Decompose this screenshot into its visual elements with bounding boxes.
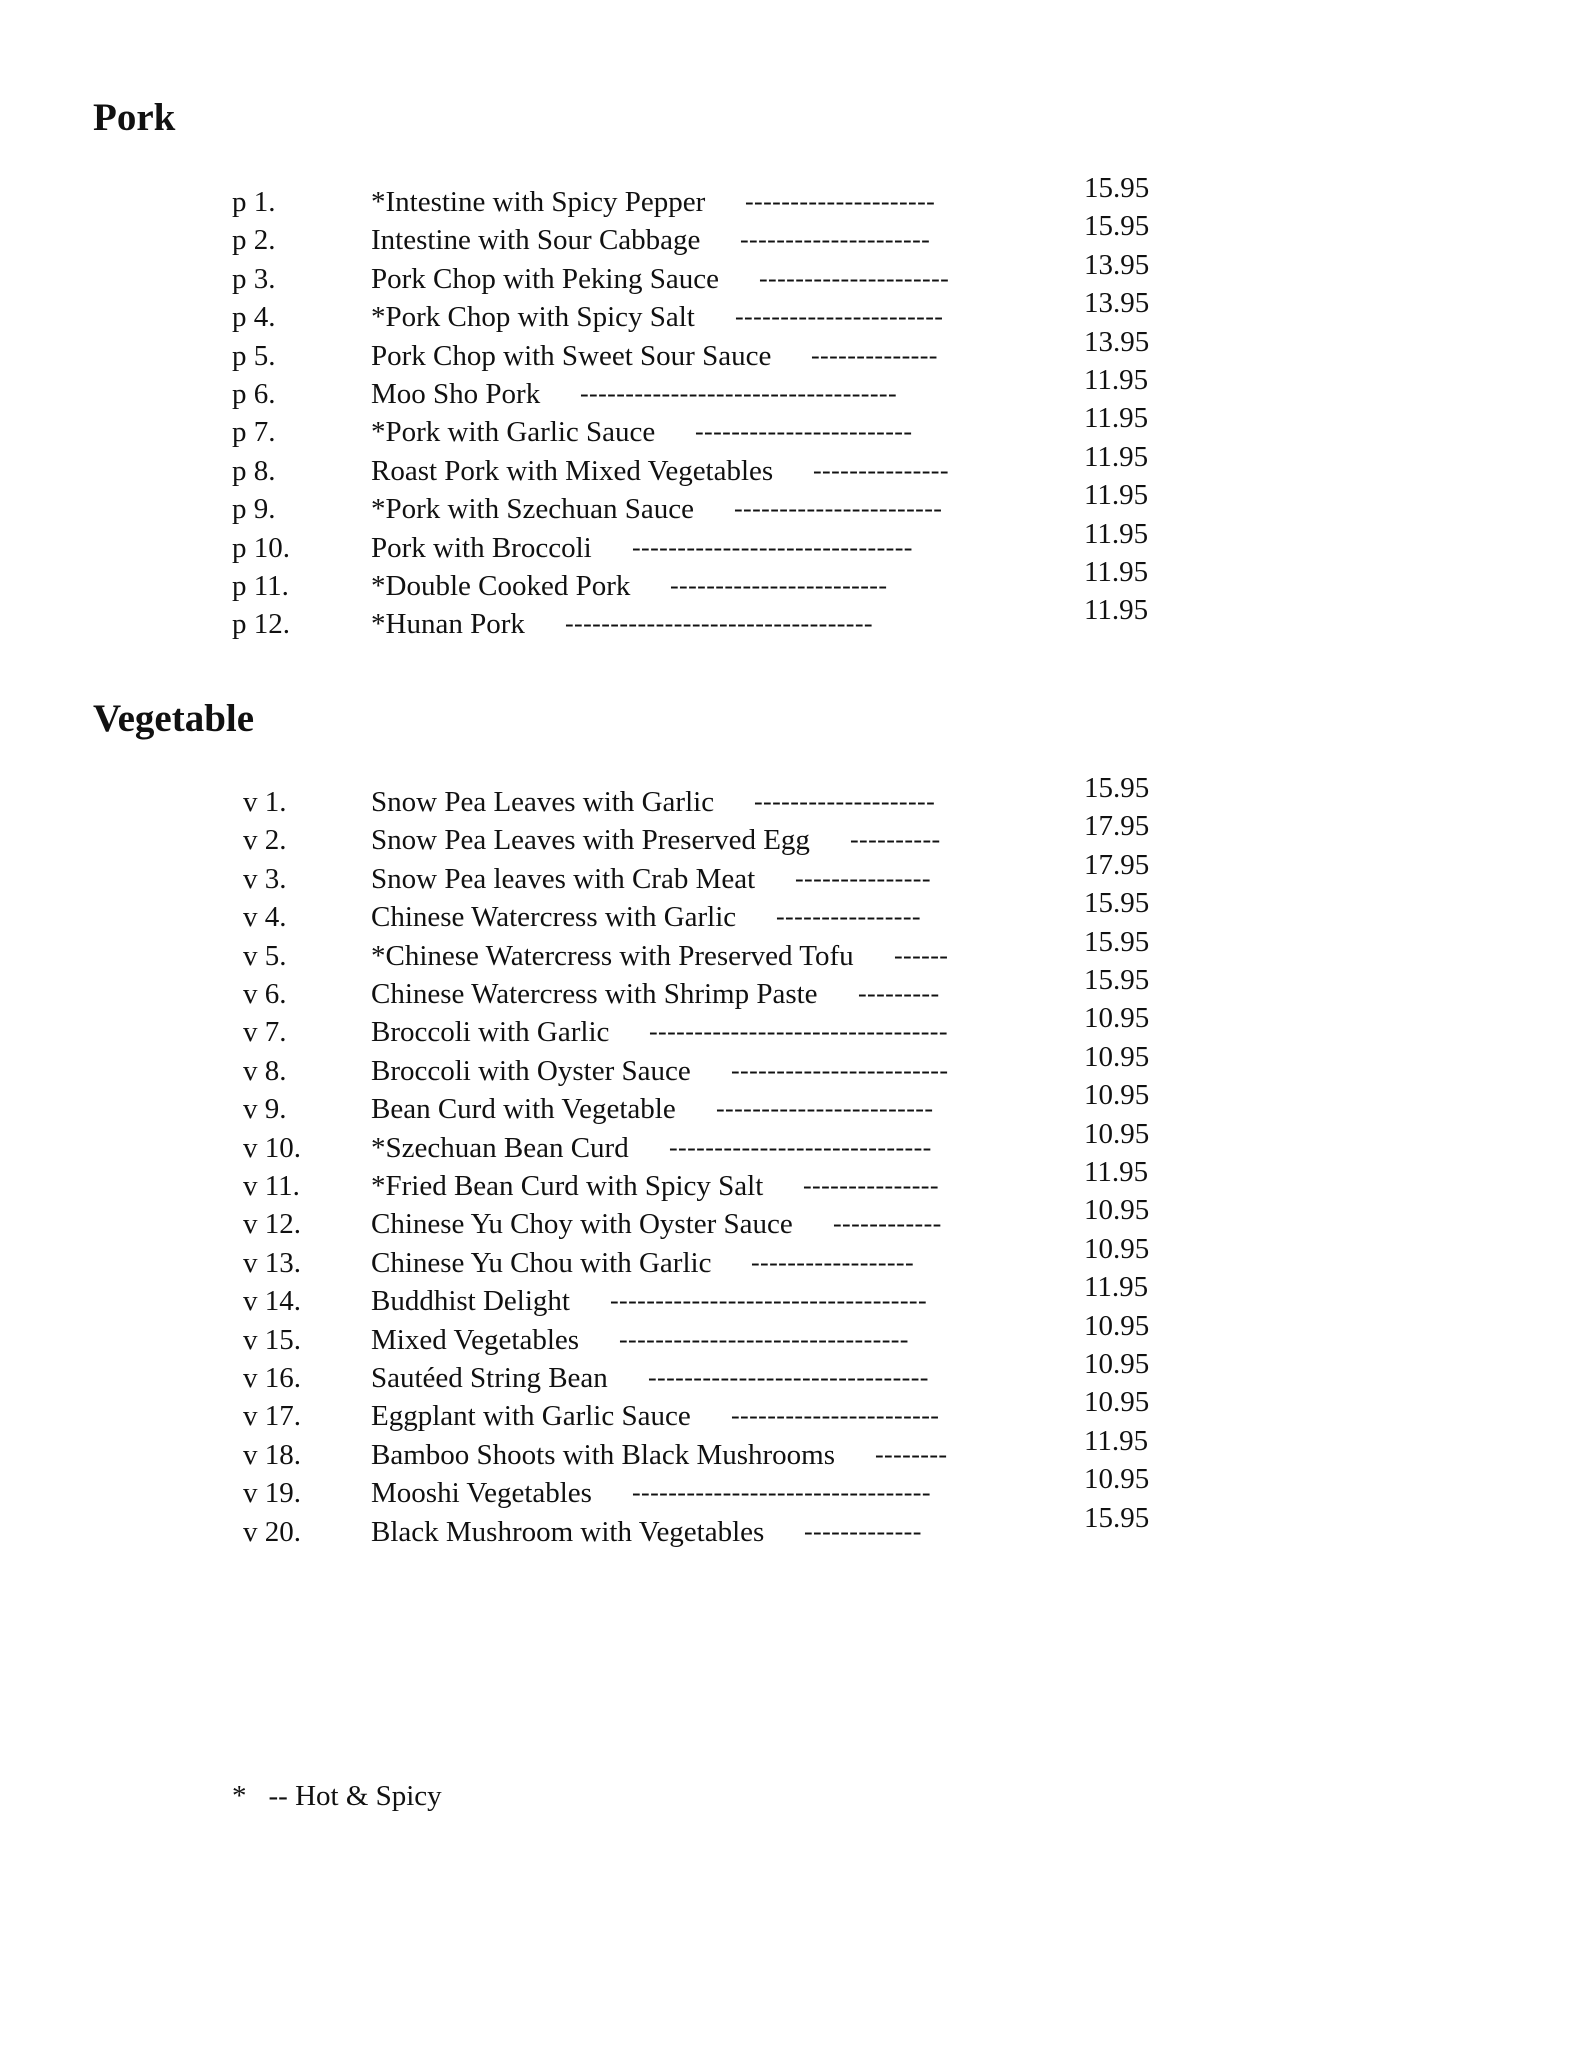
- item-name: Intestine with Sour Cabbage: [371, 224, 701, 257]
- pork-menu-item: [0, 325, 1582, 375]
- pork-menu-item: [0, 556, 1582, 605]
- item-name: Mixed Vegetables: [371, 1323, 580, 1356]
- dotted-leader: ----------------------------------: [565, 609, 873, 639]
- item-price: 10.95: [1084, 1463, 1150, 1496]
- item-name: Chinese Watercress with Garlic: [371, 901, 737, 934]
- item-number: v 20.: [243, 1515, 301, 1548]
- footnote-symbol: *: [232, 1780, 247, 1812]
- item-price: 13.95: [1084, 325, 1150, 358]
- item-number: p 4.: [232, 301, 276, 334]
- vegetable-menu-item: [0, 887, 1582, 936]
- footnote: [232, 1777, 442, 1815]
- item-price: 10.95: [1084, 1117, 1150, 1150]
- vegetable-menu-item: [0, 1348, 1582, 1397]
- vegetable-menu-item: [0, 1386, 1582, 1435]
- dotted-leader: ----------: [850, 825, 941, 855]
- dotted-leader: ------------------------: [716, 1094, 934, 1124]
- dotted-leader: ---------------: [795, 863, 931, 893]
- vegetable-menu-item: [0, 1194, 1582, 1243]
- item-price: 15.95: [1084, 964, 1150, 996]
- dotted-leader: ---------------: [813, 455, 949, 485]
- dotted-leader: ------------------------: [695, 417, 913, 447]
- section-title-vegetable: Vegetable: [93, 697, 255, 740]
- item-price: 15.95: [1084, 772, 1150, 804]
- vegetable-menu-item: [0, 1271, 1582, 1320]
- item-number: v 11.: [243, 1170, 300, 1202]
- item-name: *Intestine with Spicy Pepper: [371, 186, 706, 218]
- item-number: p 5.: [232, 339, 276, 372]
- dotted-leader: ------------: [833, 1209, 942, 1239]
- item-name: *Chinese Watercress with Preserved Tofu: [371, 939, 854, 972]
- item-price: 10.95: [1084, 1232, 1150, 1265]
- pork-menu-item: [0, 479, 1582, 528]
- vegetable-menu-item: [0, 1117, 1582, 1167]
- item-name: Pork with Broccoli: [371, 531, 592, 564]
- dotted-leader: -------------------------------: [648, 1363, 929, 1392]
- vegetable-menu-item: [0, 772, 1582, 821]
- item-name: Pork Chop with Peking Sauce: [371, 262, 719, 295]
- section-title-pork: Pork: [93, 96, 176, 139]
- vegetable-menu-item: [0, 1002, 1582, 1051]
- item-name: Roast Pork with Mixed Vegetables: [371, 454, 774, 487]
- item-name: Snow Pea Leaves with Preserved Egg: [371, 824, 810, 857]
- item-number: p 3.: [232, 262, 276, 295]
- item-name: Snow Pea leaves with Crab Meat: [371, 862, 756, 895]
- vegetable-menu-item: [0, 1501, 1582, 1551]
- dotted-leader: --------: [875, 1439, 948, 1469]
- item-price: 15.95: [1084, 925, 1150, 958]
- item-price: 11.95: [1084, 1424, 1149, 1457]
- dotted-leader: ------: [894, 940, 949, 970]
- item-number: v 12.: [243, 1208, 301, 1241]
- item-price: 15.95: [1084, 887, 1150, 920]
- item-number: v 8.: [243, 1054, 287, 1087]
- item-price: 10.95: [1084, 1386, 1150, 1419]
- item-number: v 18.: [243, 1438, 301, 1471]
- vegetable-menu-item: [0, 1309, 1582, 1359]
- dotted-leader: ---------: [858, 979, 940, 1008]
- dotted-leader: -----------------------: [734, 494, 943, 524]
- pork-menu-item: [0, 594, 1582, 643]
- dotted-leader: -------------: [804, 1516, 922, 1546]
- vegetable-menu-item: [0, 1156, 1582, 1205]
- item-number: v 1.: [243, 786, 287, 818]
- item-name: Bamboo Shoots with Black Mushrooms: [371, 1438, 836, 1471]
- item-name: *Szechuan Bean Curd: [371, 1131, 629, 1164]
- pork-menu-item: [0, 402, 1582, 451]
- vegetable-menu-item: [0, 925, 1582, 975]
- item-price: 10.95: [1084, 1002, 1150, 1035]
- item-price: 10.95: [1084, 1040, 1150, 1073]
- dotted-leader: ----------------: [776, 902, 921, 932]
- item-name: Broccoli with Oyster Sauce: [371, 1054, 691, 1087]
- item-price: 11.95: [1084, 517, 1149, 550]
- item-price: 11.95: [1084, 440, 1149, 473]
- item-price: 11.95: [1084, 594, 1149, 627]
- vegetable-menu-item: [0, 1424, 1582, 1474]
- dotted-leader: ------------------------: [670, 571, 888, 600]
- dotted-leader: ---------------------------------: [632, 1478, 931, 1508]
- item-name: Sautéed String Bean: [371, 1362, 608, 1394]
- item-name: Eggplant with Garlic Sauce: [371, 1400, 691, 1433]
- item-name: Buddhist Delight: [371, 1285, 570, 1318]
- dotted-leader: -----------------------------------: [610, 1286, 928, 1316]
- dotted-leader: -----------------------: [735, 302, 944, 332]
- item-number: v 6.: [243, 978, 287, 1010]
- item-price: 10.95: [1084, 1194, 1150, 1227]
- item-price: 17.95: [1084, 848, 1150, 881]
- item-number: v 5.: [243, 939, 287, 972]
- vegetable-menu-item: [0, 848, 1582, 898]
- dotted-leader: ------------------------: [731, 1055, 949, 1085]
- pork-menu-item: [0, 287, 1582, 336]
- vegetable-menu-item: [0, 1232, 1582, 1282]
- item-name: *Fried Bean Curd with Spicy Salt: [371, 1170, 764, 1202]
- item-number: v 19.: [243, 1477, 301, 1510]
- item-price: 10.95: [1084, 1348, 1150, 1380]
- item-name: *Pork with Garlic Sauce: [371, 416, 656, 449]
- pork-menu-item: [0, 517, 1582, 567]
- item-number: v 16.: [243, 1362, 301, 1394]
- dotted-leader: ---------------------: [759, 263, 950, 293]
- item-name: *Hunan Pork: [371, 608, 525, 641]
- item-price: 11.95: [1084, 364, 1149, 396]
- pork-menu-item: [0, 440, 1582, 490]
- item-number: p 11.: [232, 570, 289, 602]
- vegetable-menu-item: [0, 964, 1582, 1013]
- item-name: Bean Curd with Vegetable: [371, 1093, 676, 1126]
- item-number: p 7.: [232, 416, 276, 449]
- item-name: *Double Cooked Pork: [371, 570, 631, 602]
- item-name: Moo Sho Pork: [371, 378, 541, 410]
- item-name: *Pork Chop with Spicy Salt: [371, 301, 695, 334]
- item-number: v 15.: [243, 1323, 301, 1356]
- item-number: v 2.: [243, 824, 287, 857]
- item-number: v 9.: [243, 1093, 287, 1126]
- dotted-leader: ------------------: [751, 1247, 915, 1277]
- vegetable-menu-item: [0, 1040, 1582, 1090]
- item-name: Pork Chop with Sweet Sour Sauce: [371, 339, 772, 372]
- item-price: 10.95: [1084, 1079, 1150, 1112]
- item-name: Black Mushroom with Vegetables: [371, 1515, 765, 1548]
- pork-menu-item: [0, 248, 1582, 298]
- dotted-leader: ---------------------: [740, 225, 931, 255]
- vegetable-menu-item: [0, 810, 1582, 859]
- item-number: p 12.: [232, 608, 290, 641]
- item-name: Chinese Yu Chou with Garlic: [371, 1246, 712, 1279]
- item-price: 15.95: [1084, 1501, 1150, 1534]
- item-price: 13.95: [1084, 248, 1150, 281]
- dotted-leader: --------------------------------: [619, 1324, 909, 1354]
- item-name: Broccoli with Garlic: [371, 1016, 610, 1049]
- dotted-leader: ---------------: [803, 1171, 939, 1200]
- item-price: 10.95: [1084, 1309, 1150, 1342]
- item-number: v 13.: [243, 1246, 301, 1279]
- dotted-leader: -----------------------------------: [580, 379, 898, 408]
- item-price: 11.95: [1084, 1156, 1149, 1188]
- dotted-leader: ---------------------------------: [649, 1017, 948, 1047]
- item-number: p 1.: [232, 186, 276, 218]
- vegetable-menu-item: [0, 1463, 1582, 1512]
- dotted-leader: -----------------------------: [669, 1132, 932, 1162]
- item-number: v 17.: [243, 1400, 301, 1433]
- item-price: 17.95: [1084, 810, 1150, 843]
- item-price: 15.95: [1084, 210, 1150, 243]
- vegetable-menu-item: [0, 1079, 1582, 1128]
- item-number: v 10.: [243, 1131, 301, 1164]
- pork-menu-item: [0, 172, 1582, 221]
- dotted-leader: -----------------------: [731, 1401, 940, 1431]
- item-price: 11.95: [1084, 402, 1149, 435]
- item-name: Chinese Watercress with Shrimp Paste: [371, 978, 818, 1010]
- item-price: 11.95: [1084, 1271, 1149, 1304]
- item-number: v 3.: [243, 862, 287, 895]
- item-price: 11.95: [1084, 479, 1149, 512]
- item-number: p 2.: [232, 224, 276, 257]
- pork-menu-item: [0, 210, 1582, 259]
- item-price: 15.95: [1084, 172, 1150, 204]
- item-price: 11.95: [1084, 556, 1149, 588]
- dotted-leader: -------------------------------: [632, 532, 913, 562]
- dotted-leader: ---------------------: [745, 187, 936, 216]
- item-number: p 8.: [232, 454, 276, 487]
- item-name: Chinese Yu Choy with Oyster Sauce: [371, 1208, 793, 1241]
- item-number: p 9.: [232, 493, 276, 526]
- item-number: v 7.: [243, 1016, 287, 1049]
- item-name: Mooshi Vegetables: [371, 1477, 592, 1510]
- dotted-leader: --------------------: [754, 787, 936, 816]
- pork-menu-item: [0, 364, 1582, 413]
- dotted-leader: --------------: [811, 340, 938, 370]
- item-number: p 6.: [232, 378, 276, 410]
- item-number: p 10.: [232, 531, 290, 564]
- item-number: v 4.: [243, 901, 287, 934]
- footnote-text: -- Hot & Spicy: [268, 1780, 442, 1812]
- item-name: *Pork with Szechuan Sauce: [371, 493, 694, 526]
- item-name: Snow Pea Leaves with Garlic: [371, 786, 715, 818]
- item-price: 13.95: [1084, 287, 1150, 320]
- item-number: v 14.: [243, 1285, 301, 1318]
